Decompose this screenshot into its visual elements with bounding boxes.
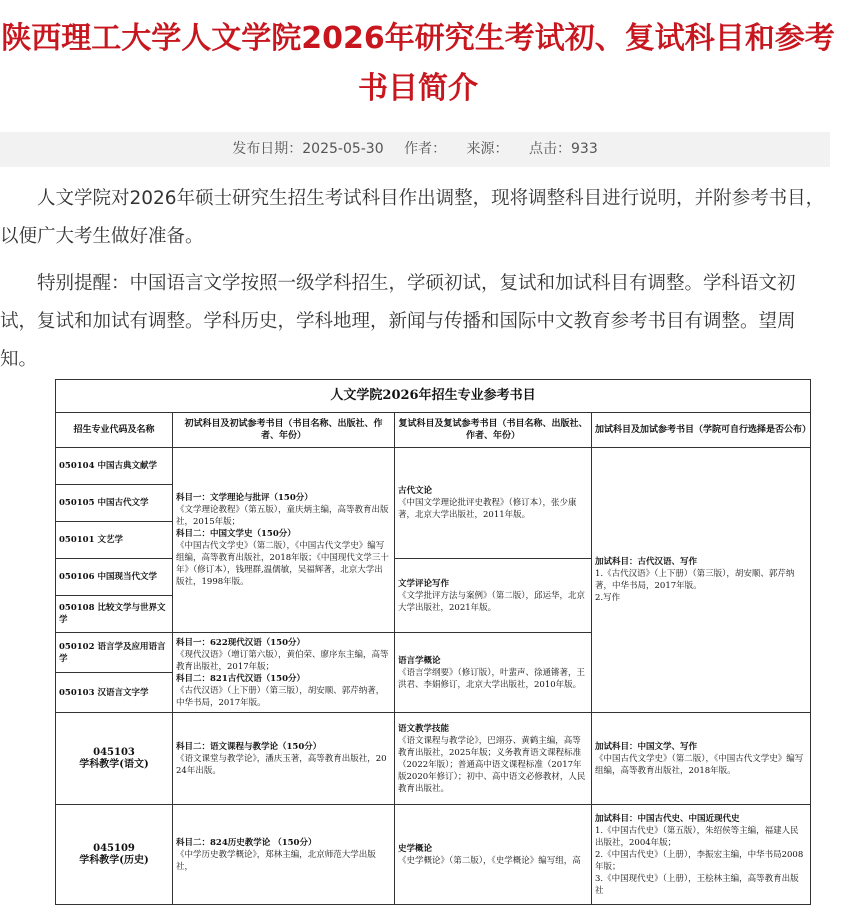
author: 作者： [404,141,447,157]
extra-exam-cell: 加试科目：中国古代史、中国近现代史 1.《中国古代史》（第五版），朱绍侯等主编，福建人民出版社，2004年版； 2.《中国古代史》（上册），李振宏主编，中华书局2008年版； 3.《中国现代史》（上册），王桧林主编，高等教育出版社 [592,805,811,905]
major-cell: 050108 比较文学与世界文学 [56,596,173,633]
retest-cell: 文学评论写作 《文学批评方法与案例》（第二版），邱运华，北京大学出版社，2021年版。 [395,559,592,633]
source: 来源： [466,141,509,157]
initial-exam-cell: 科目二：824历史教学论 （150分） 《中学历史教学概论》，郑林主编，北京师范大学出版社， [173,805,395,905]
notice-paragraph: 特别提醒：中国语言文学按照一级学科招生，学硕初试，复试和加试科目有调整。学科语文初试，复试和加试有调整。学科历史，学科地理，新闻与传播和国际中文教育参考书目有调整。望周知。 [0,273,796,370]
click-count: 点击：933 [529,141,598,157]
header-major: 招生专业代码及名称 [56,413,173,448]
major-cell: 045109 学科教学(历史) [56,805,173,905]
major-cell: 050106 中国现当代文学 [56,559,173,596]
page-title: 陕西理工大学人文学院2026年研究生考试初、复试科目和参考书目简介 [1,21,835,106]
retest-cell: 史学概论 《史学概论》（第二版），《史学概论》编写组，高 [395,805,592,905]
major-cell: 045103 学科教学(语文) [56,713,173,805]
major-cell: 050104 中国古典文献学 [56,448,173,485]
initial-exam-cell: 科目一：622现代汉语（150分） 《现代汉语》（增订第六版），黄伯荣、廖序东主编，高等教育出版社，2017年版； 科目二：821古代汉语（150分） 《古代汉语》（上下册）（第三版），胡安顺、郭芹纳著，中华书局，2017年版。 [173,633,395,713]
intro-paragraph: 人文学院对2026年硕士研究生招生考试科目作出调整，现将调整科目进行说明，并附参考书目，以便广大考生做好准备。 [0,188,825,247]
initial-exam-cell: 科目一：文学理论与批评（150分） 《文学理论教程》（第五版），童庆炳主编，高等教育出版社，2015年版； 科目二：中国文学史（150分） 《中国古代文学史》（第二版），《中国古代文学史》编写组编，高等教育出版社，2018年版；《中国现代文学三十年》（修订本），钱理群,温儒敏，吴福辉著，北京大学出版社，1998年版。 [173,448,395,633]
article-meta-bar [0,132,830,167]
major-cell: 050103 汉语言文字学 [56,673,173,713]
major-cell: 050105 中国古代文学 [56,485,173,522]
header-retest: 复试科目及复试参考书目（书目名称、出版社、作者、年份） [395,413,592,448]
extra-exam-cell: 加试科目：古代汉语、写作 1.《古代汉语》（上下册）（第三版），胡安顺、郭芹纳著，中华书局，2017年版。 2.写作 [592,448,811,713]
extra-exam-cell: 加试科目：中国文学、写作 《中国古代文学史》（第二版），《中国古代文学史》编写组编，高等教育出版社，2018年版。 [592,713,811,805]
retest-cell: 古代文论 《中国文学理论批评史教程》（修订本），张少康著，北京大学出版社，2011年版。 [395,448,592,559]
retest-cell: 语文教学技能 《语文课程与教学论》，巴翊芬、黄鹤主编，高等教育出版社，2025年版；义务教育语文课程标准（2022年版）；普通高中语文课程标准（2017年版2020年修订）；初中、高中语文必修教材，人民教育出版社。 [395,713,592,805]
header-initial-exam: 初试科目及初试参考书目（书目名称、出版社、作者、年份） [173,413,395,448]
initial-exam-cell: 科目二：语文课程与教学论（150分） 《语文课堂与教学论》，潘庆玉著，高等教育出版社，2024年出版。 [173,713,395,805]
reference-books-table [55,379,811,905]
major-cell: 050101 文艺学 [56,522,173,559]
header-extra-exam: 加试科目及加试参考书目（学院可自行选择是否公布） [592,413,811,448]
major-cell: 050102 语言学及应用语言学 [56,633,173,673]
publish-date: 发布日期：2025-05-30 [232,141,384,157]
table-caption: 人文学院2026年招生专业参考书目 [56,380,811,413]
retest-cell: 语言学概论 《语言学纲要》（修订版），叶蜚声、徐通锵著，王洪君、李娟修订，北京大学出版社，2010年版。 [395,633,592,713]
reference-table-container [55,379,812,896]
